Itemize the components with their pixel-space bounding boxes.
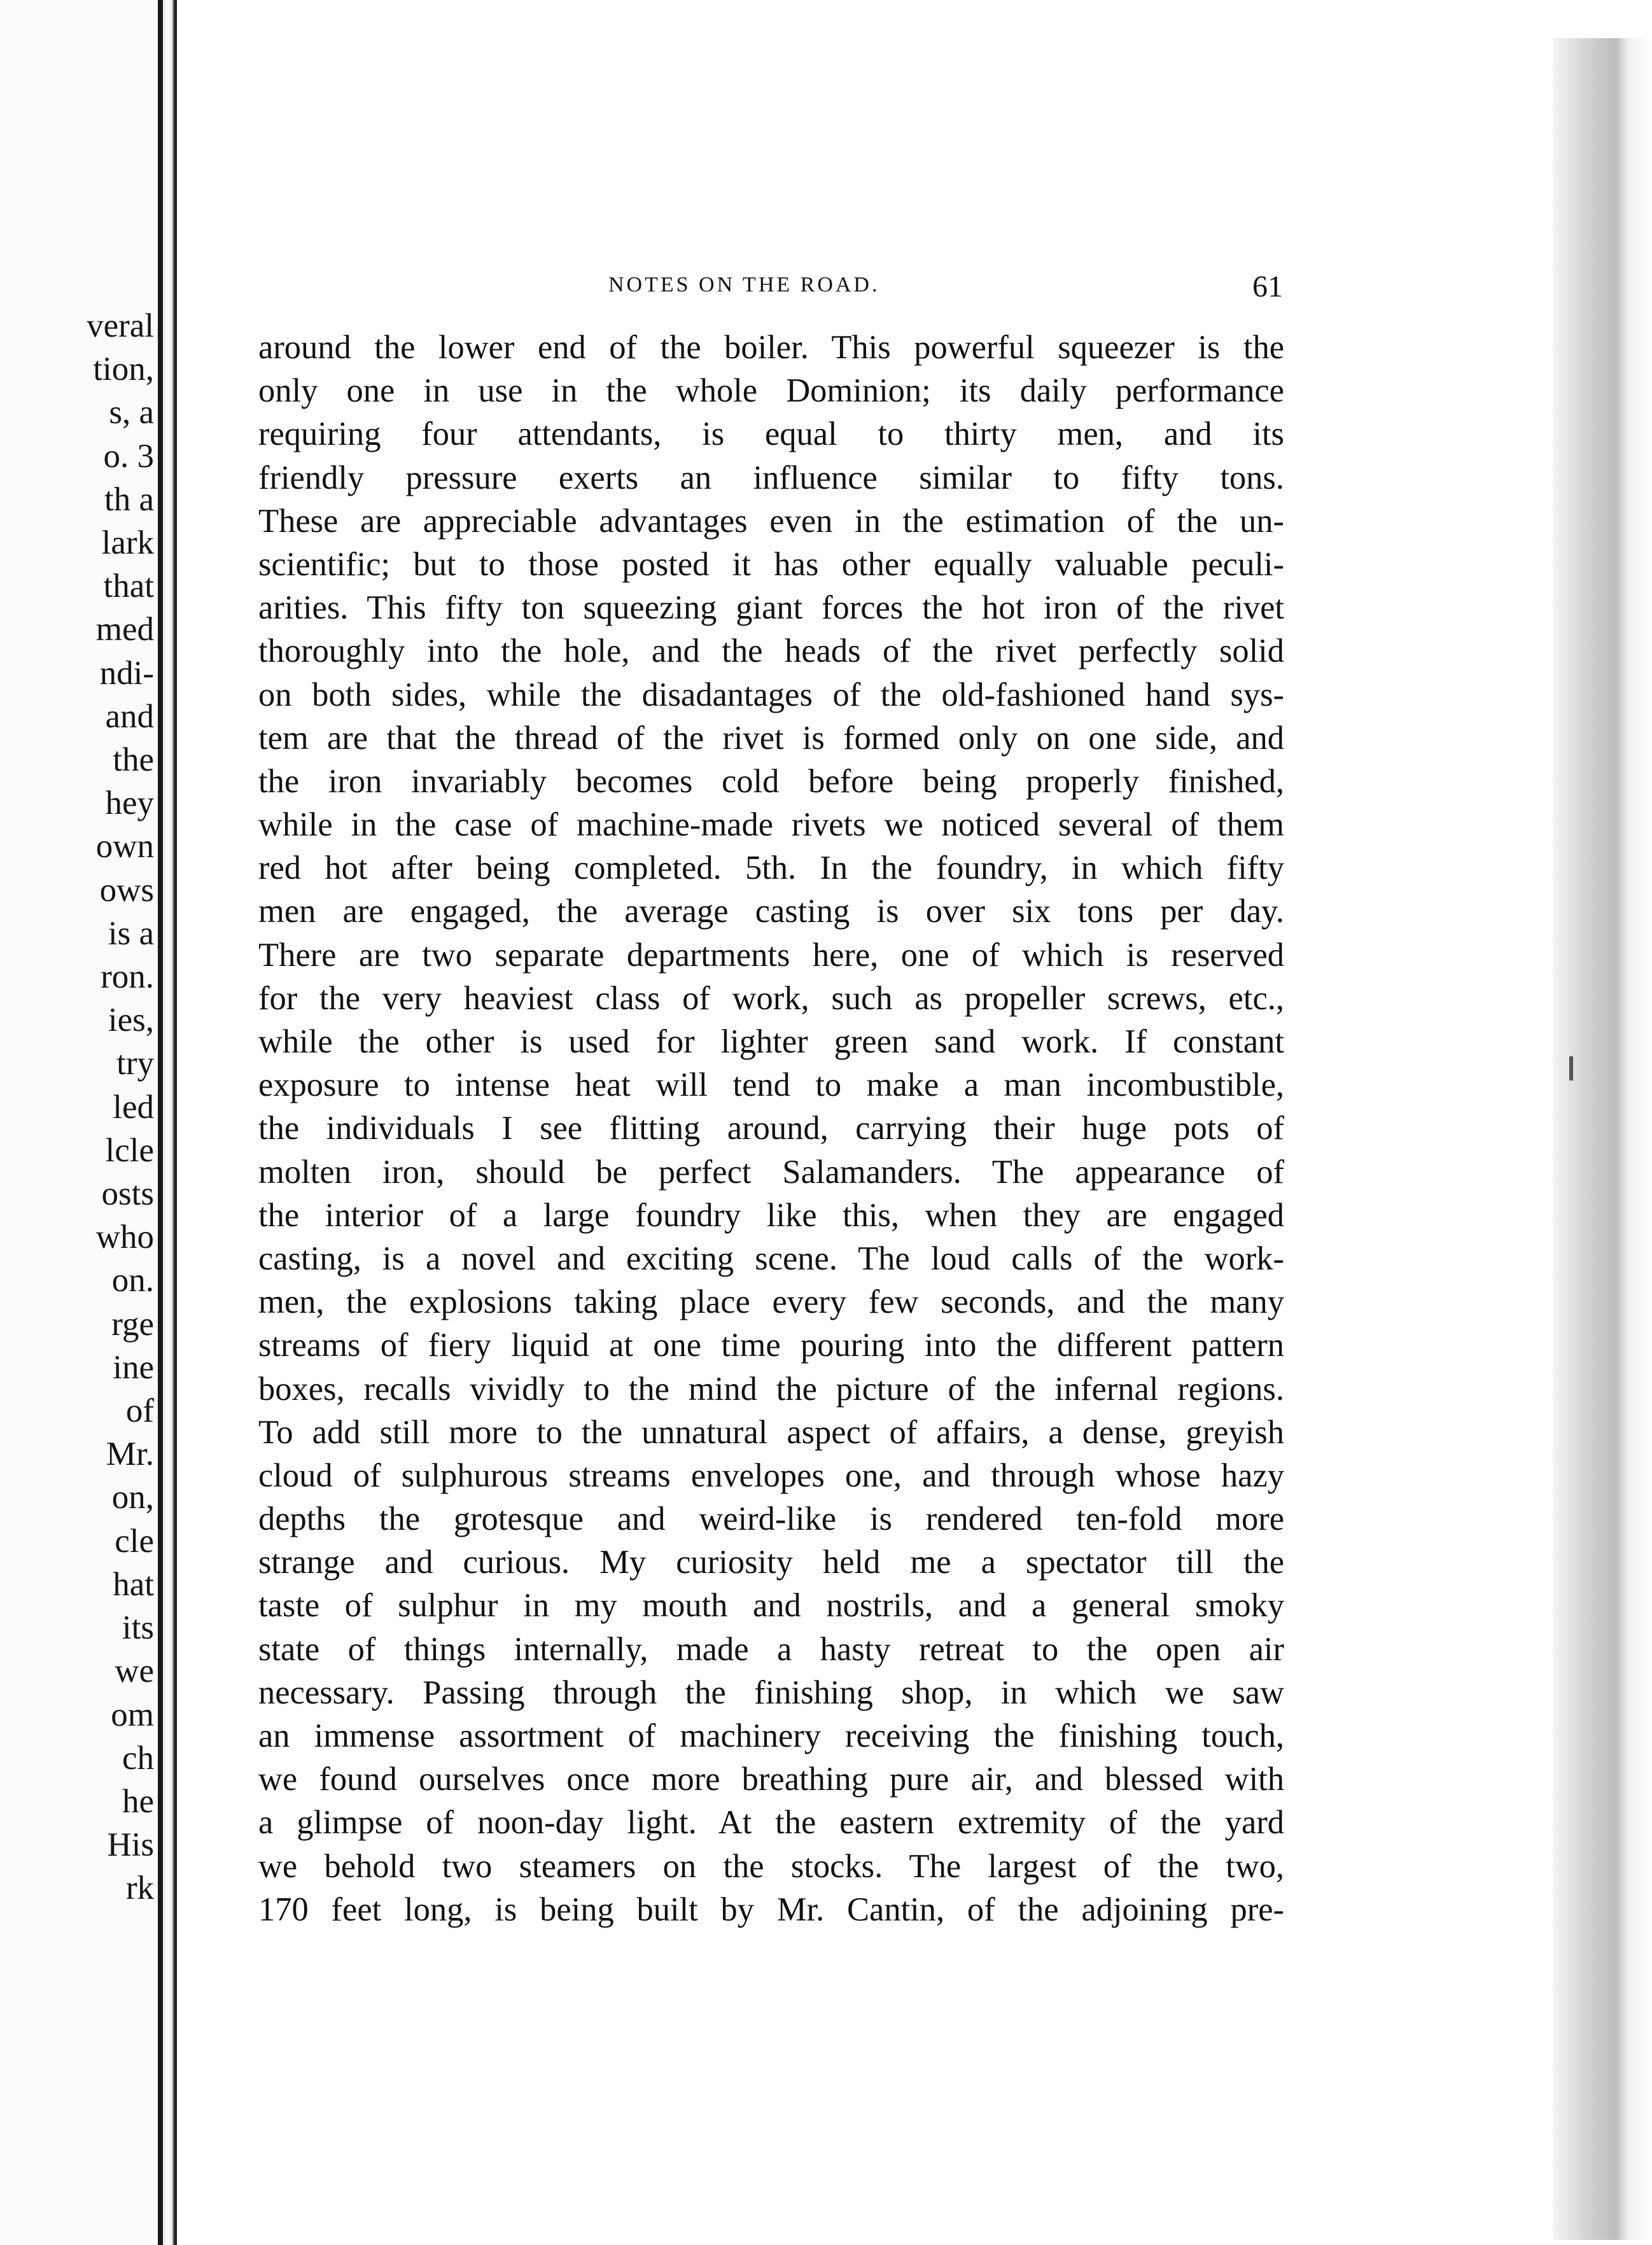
body-text-line: streams of fiery liquid at one time pouring into the different pattern	[258, 1327, 1284, 1364]
body-text-line: while the other is used for lighter green sand work. If constant	[258, 1023, 1284, 1060]
left-page-line: s, a	[109, 394, 154, 431]
left-page-line: rk	[125, 1870, 154, 1907]
body-text-line: friendly pressure exerts an influence similar to fifty tons.	[258, 459, 1284, 496]
left-page-line: its	[122, 1609, 154, 1647]
left-page-line: ine	[113, 1348, 154, 1386]
page-header	[608, 269, 1283, 307]
left-page-line: ron.	[101, 958, 154, 996]
left-page-line: of	[125, 1392, 154, 1430]
body-text-line: taste of sulphur in my mouth and nostrils, and a general smoky	[258, 1587, 1284, 1625]
left-page-line: on.	[111, 1262, 154, 1299]
body-text-line: tem are that the thread of the rivet is formed only on one side, and	[258, 719, 1284, 757]
body-text-line: arities. This fifty ton squeezing giant forces the hot iron of the rivet	[258, 589, 1284, 627]
left-page-line: osts	[101, 1175, 154, 1213]
body-text	[258, 326, 1284, 1931]
body-text-line: on both sides, while the disadantages of the old-fashioned hand sys-	[258, 676, 1284, 713]
left-page-line: ndi-	[99, 654, 154, 692]
body-text-line: state of things internally, made a hasty retreat to the open air	[258, 1630, 1284, 1668]
body-text-line: To add still more to the unnatural aspect of affairs, a dense, greyish	[258, 1413, 1284, 1451]
left-page-line: cle	[115, 1522, 154, 1560]
left-page-line: and	[105, 697, 154, 735]
body-text-line: cloud of sulphurous streams envelopes one, and through whose hazy	[258, 1457, 1284, 1494]
left-page-line: th a	[104, 480, 154, 518]
left-page-line: the	[113, 741, 154, 779]
body-text-line: red hot after being completed. 5th. In the foundry, in which fifty	[258, 850, 1284, 887]
body-text-line: necessary. Passing through the finishing shop, in which we saw	[258, 1674, 1284, 1711]
body-text-line: we found ourselves once more breathing pure air, and blessed with	[258, 1761, 1284, 1798]
left-page-line: we	[115, 1653, 154, 1690]
body-text-line: There are two separate departments here, one of which is reserved	[258, 936, 1284, 974]
body-text-line: for the very heaviest class of work, such as propeller screws, etc.,	[258, 979, 1284, 1017]
left-page-line: own	[95, 828, 154, 865]
left-page-line: med	[95, 611, 154, 648]
left-page-line: is a	[108, 914, 154, 952]
body-text-line: the iron invariably becomes cold before being properly finished,	[258, 762, 1284, 800]
body-text-line: boxes, recalls vividly to the mind the picture of the infernal regions.	[258, 1370, 1284, 1408]
body-text-line: scientific; but to those posted it has other equally valuable peculi-	[258, 545, 1284, 583]
body-text-line: depths the grotesque and weird-like is rendered ten-fold more	[258, 1500, 1284, 1538]
left-page-line: ch	[122, 1739, 154, 1777]
body-text-line: we behold two steamers on the stocks. The largest of the two,	[258, 1847, 1284, 1885]
body-text-line: thoroughly into the hole, and the heads of the rivet perfectly solid	[258, 633, 1284, 670]
body-text-line: strange and curious. My curiosity held me a spectator till the	[258, 1544, 1284, 1581]
body-text-line: only one in use in the whole Dominion; its daily performance	[258, 372, 1284, 410]
left-page-line: he	[122, 1782, 154, 1820]
body-text-line: requiring four attendants, is equal to thirty men, and its	[258, 416, 1284, 453]
body-text-line: men are engaged, the average casting is over six tons per day.	[258, 893, 1284, 930]
running-head: NOTES ON THE ROAD.	[608, 273, 880, 297]
body-text-line: men, the explosions taking place every few seconds, and the many	[258, 1283, 1284, 1321]
body-text-line: the interior of a large foundry like this, when they are engaged	[258, 1196, 1284, 1234]
body-text-line: while in the case of machine-made rivets we noticed several of them	[258, 806, 1284, 844]
left-page-line: led	[113, 1088, 154, 1126]
left-page-line: rge	[111, 1305, 154, 1343]
body-text-line: 170 feet long, is being built by Mr. Cantin, of the adjoining pre-	[258, 1891, 1284, 1928]
left-page-line: ies,	[108, 1002, 154, 1039]
left-page-line: om	[111, 1696, 154, 1733]
left-page-line: who	[95, 1219, 154, 1256]
body-text-line: exposure to intense heat will tend to make a man incombustible,	[258, 1067, 1284, 1104]
page-gutter	[158, 0, 177, 2245]
left-page-fragment	[0, 0, 158, 2245]
body-text-line: an immense assortment of machinery receiving the finishing touch,	[258, 1717, 1284, 1754]
left-page-line: hat	[113, 1565, 154, 1603]
left-page-line: His	[107, 1826, 154, 1864]
body-text-line: These are appreciable advantages even in the estimation of the un-	[258, 502, 1284, 540]
page-edge-shadow	[1553, 38, 1652, 2240]
left-page-line: Mr.	[106, 1436, 154, 1473]
left-page-line: ows	[99, 871, 154, 909]
left-page-line: veral	[87, 307, 154, 344]
left-page-line: tion,	[93, 351, 154, 388]
left-page-line: o. 3	[103, 437, 154, 475]
page-number: 61	[1252, 270, 1283, 304]
left-page-line: try	[116, 1045, 154, 1082]
body-text-line: casting, is a novel and exciting scene. The loud calls of the work-	[258, 1240, 1284, 1277]
left-page-line: lark	[101, 524, 154, 562]
body-text-line: a glimpse of noon-day light. At the eastern extremity of the yard	[258, 1804, 1284, 1842]
body-text-line: the individuals I see flitting around, carrying their huge pots of	[258, 1110, 1284, 1147]
left-page-line: hey	[105, 785, 154, 822]
left-page-line: that	[103, 568, 154, 605]
left-page-line: on,	[111, 1479, 154, 1516]
body-text-line: molten iron, should be perfect Salamanders. The appearance of	[258, 1153, 1284, 1191]
left-page-line-fragments	[87, 304, 154, 1910]
page-edge-mark	[1569, 1056, 1573, 1081]
left-page-line: lcle	[105, 1131, 154, 1169]
body-text-line: around the lower end of the boiler. This powerful squeezer is the	[258, 329, 1284, 366]
